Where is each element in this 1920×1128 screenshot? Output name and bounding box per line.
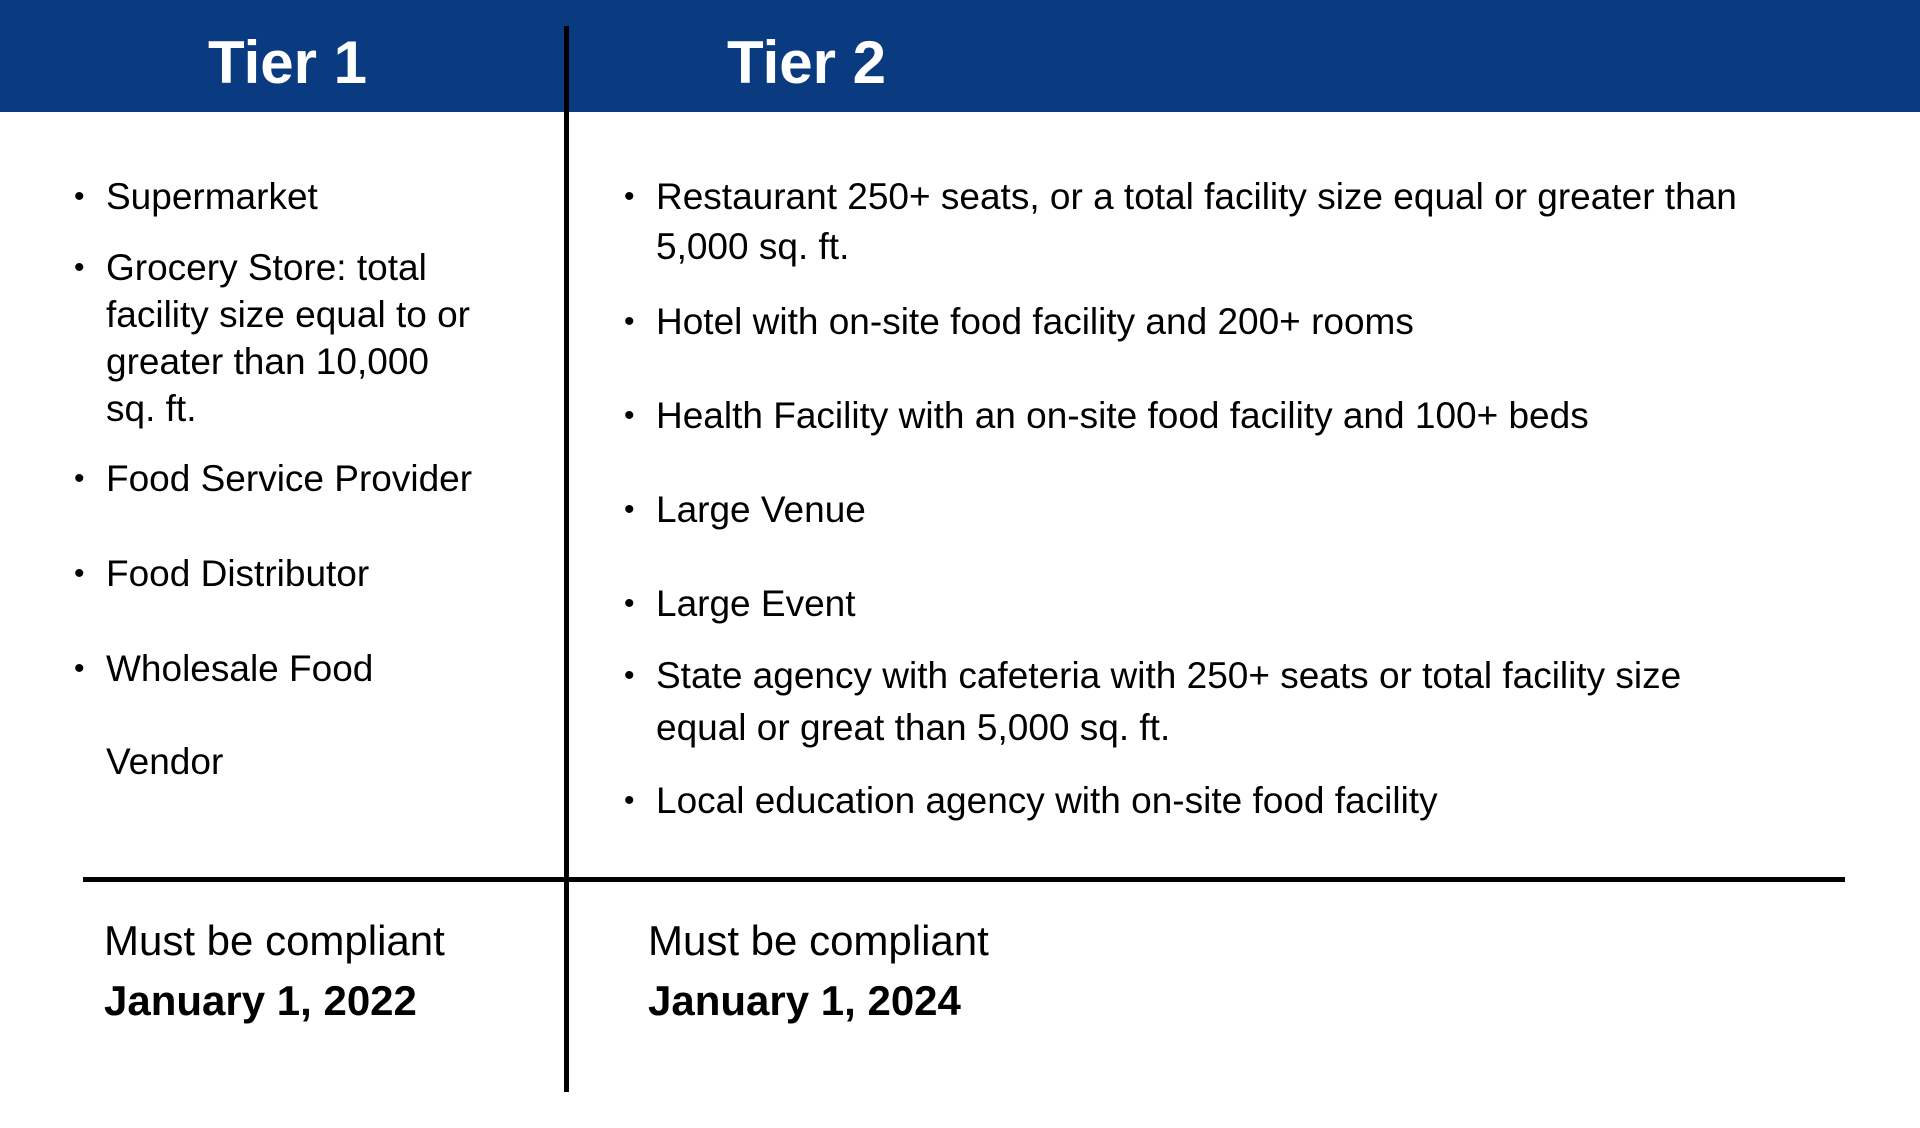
bullet-icon: •	[624, 305, 635, 338]
bullet-icon: •	[74, 652, 85, 685]
list-item-line: State agency with cafeteria with 250+ seats or total facility size	[656, 655, 1682, 696]
list-item-line: Restaurant 250+ seats, or a total facility size equal or greater than	[656, 176, 1737, 217]
list-item-line: facility size equal to or	[106, 294, 471, 335]
list-item-line: Health Facility with an on-site food facility and 100+ beds	[656, 395, 1589, 436]
bullet-icon: •	[624, 180, 635, 213]
bullet-icon: •	[74, 462, 85, 495]
list-item	[624, 298, 1414, 345]
tier1-title: Tier 1	[208, 29, 367, 96]
list-item	[74, 173, 318, 220]
list-item	[624, 392, 1589, 439]
list-item-line: equal or great than 5,000 sq. ft.	[656, 707, 1171, 748]
list-item-line: 5,000 sq. ft.	[656, 226, 850, 267]
column-divider	[564, 26, 569, 1092]
list-item-line: Food Distributor	[106, 553, 370, 594]
tier1-compliance-label: Must be compliant	[104, 917, 445, 964]
list-item	[624, 777, 1438, 824]
bullet-icon: •	[624, 659, 635, 692]
list-item	[624, 173, 1737, 270]
list-item-line: Large Event	[656, 583, 856, 624]
list-item	[624, 580, 856, 627]
list-item-line: Vendor	[106, 741, 224, 782]
list-item-line: Grocery Store: total	[106, 247, 427, 288]
list-item-line: Wholesale Food	[106, 648, 374, 689]
list-item	[74, 244, 471, 432]
bullet-icon: •	[74, 180, 85, 213]
list-item-line: sq. ft.	[106, 388, 197, 429]
list-item	[106, 738, 223, 785]
tier2-title: Tier 2	[727, 29, 886, 96]
list-item	[74, 645, 374, 692]
list-item-line: Supermarket	[106, 176, 318, 217]
tier2-compliance-label: Must be compliant	[648, 917, 989, 964]
bullet-icon: •	[74, 251, 85, 284]
footer-divider	[83, 877, 1845, 882]
header-bar	[0, 0, 1920, 112]
bullet-icon: •	[74, 557, 85, 590]
bullet-icon: •	[624, 587, 635, 620]
bullet-icon: •	[624, 399, 635, 432]
list-item-line: Large Venue	[656, 489, 866, 530]
tier1-compliance-date: January 1, 2022	[104, 977, 417, 1024]
list-item	[624, 652, 1682, 751]
list-item-line: Local education agency with on-site food facility	[656, 780, 1438, 821]
list-item-line: Hotel with on-site food facility and 200+ rooms	[656, 301, 1414, 342]
list-item-line: greater than 10,000	[106, 341, 429, 382]
list-item	[74, 550, 370, 597]
list-item	[74, 455, 473, 502]
list-item-line: Food Service Provider	[106, 458, 473, 499]
tier2-compliance-date: January 1, 2024	[648, 977, 961, 1024]
list-item	[624, 486, 866, 533]
bullet-icon: •	[624, 784, 635, 817]
bullet-icon: •	[624, 493, 635, 526]
